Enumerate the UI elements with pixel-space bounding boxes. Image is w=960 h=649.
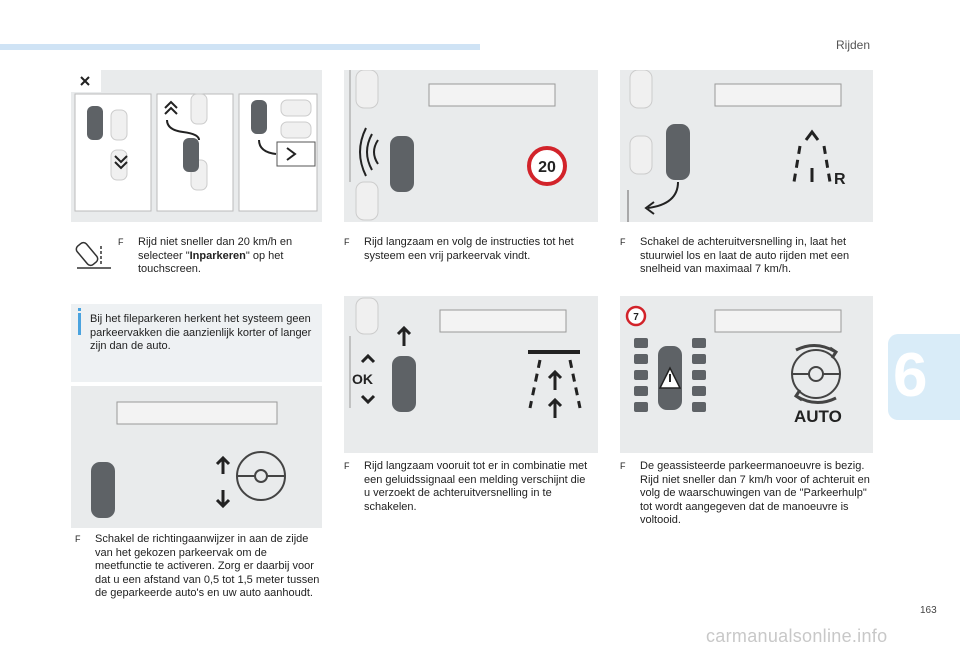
page-number: 163 <box>920 605 937 616</box>
speed-limit-7-icon <box>627 307 645 325</box>
svg-text:7: 7 <box>633 312 639 323</box>
chapter-number: 6 <box>893 341 928 410</box>
panel-indicator <box>71 386 322 528</box>
header-bar <box>0 44 480 50</box>
panel-auto <box>620 296 873 453</box>
scan-illustration <box>344 70 598 222</box>
svg-text:20: 20 <box>538 159 556 176</box>
car-icon <box>390 136 414 192</box>
info-box: Bij het fileparkeren herkent het systeem geen parkeervakken die aanzienlijk korter of langer zijn dan de auto. <box>71 304 322 382</box>
reverse-R-icon: R <box>834 171 846 188</box>
watermark: carmanualsonline.info <box>706 626 888 646</box>
panel-ok <box>344 296 598 453</box>
car-icon <box>392 356 416 412</box>
car-parking-icon <box>75 238 115 272</box>
step-select-inparkeren: F Rijd niet sneller dan 20 km/h en selecteer "Inparkeren" op het touchscreen. <box>118 236 293 275</box>
ok-icon: OK <box>352 371 373 387</box>
car-icon <box>91 462 115 518</box>
step-reverse-gear: F Schakel de achteruitversnelling in, laat het stuurwiel los en laat de auto rijden met een snelheid van maximaal 7 km/h. <box>620 236 850 275</box>
car-icon <box>666 124 690 180</box>
sensor-waves-icon <box>360 128 378 176</box>
step-indicator: F Schakel de richtingaanwijzer in aan de zijde van het gekozen parkeervak om de meetfunctie te activeren. Zorg er daarbij voor dat u een afstand van 0,5 tot 1,5 meter tussen de geparkeerde auto's en uw auto aanhoudt. <box>75 533 320 599</box>
touchscreen-illustration <box>71 70 322 222</box>
auto-icon: AUTO <box>794 407 842 426</box>
step-drive-slowly: F Rijd langzaam en volg de instructies tot het systeem een vrij parkeervak vindt. <box>344 236 574 262</box>
step-drive-forward: F Rijd langzaam vooruit tot er in combinatie met een geluidssignaal een melding verschijnt die u verzoekt de achteruitversnelling in te schakelen. <box>344 460 588 513</box>
speed-limit-20-icon <box>529 148 565 184</box>
steering-wheel-icon <box>792 345 840 402</box>
panel-reverse <box>620 70 873 222</box>
steering-wheel-icon <box>237 452 285 500</box>
auto-illustration <box>620 296 873 453</box>
panel-scan <box>344 70 598 222</box>
step-assisted-manoeuvre: F De geassisteerde parkeermanoeuvre is bezig. Rijd niet sneller dan 7 km/h voor of achteruit en volg de waarschuwingen van de "Parkeerhulp" tot wordt aangegeven dat de manoeuvre is voltooid. <box>620 460 870 526</box>
section-title: Rijden <box>836 38 871 52</box>
ok-illustration <box>344 296 598 453</box>
panel-touchscreen <box>71 70 322 222</box>
reverse-illustration <box>620 70 873 222</box>
indicator-illustration <box>71 386 322 528</box>
info-icon <box>78 313 81 335</box>
